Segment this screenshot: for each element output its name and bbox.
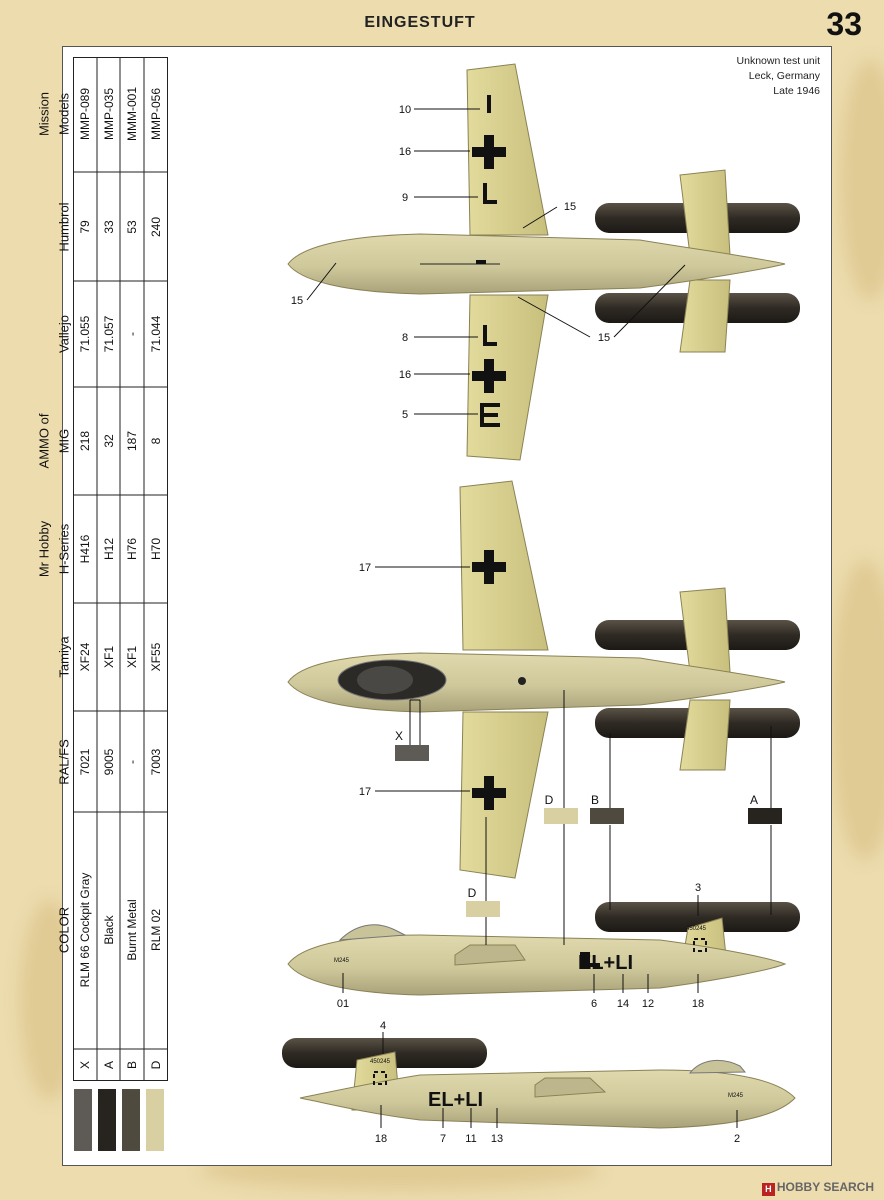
table-cell-mission: MMP-089: [78, 87, 92, 141]
table-cell-ammo: 32: [102, 434, 116, 448]
callout-number: 14: [616, 998, 630, 1010]
callout-number: 17: [358, 786, 372, 798]
watermark-text: HOBBY SEARCH: [776, 1180, 874, 1194]
table-cell-ral: 9005: [102, 748, 116, 776]
callout-letter: B: [590, 793, 600, 807]
callout-number: 15: [290, 295, 304, 307]
callout-letter: D: [467, 886, 477, 900]
left-side-view: [288, 902, 800, 995]
table-cell-vallejo: -: [125, 332, 139, 336]
callout-number: 7: [439, 1133, 447, 1145]
serial-left: M245: [334, 958, 350, 964]
table-cell-tamiya: XF1: [102, 645, 116, 669]
callout-number: 12: [641, 998, 655, 1010]
callout-number: 15: [597, 332, 611, 344]
table-cell-mission: MMM-001: [125, 86, 139, 142]
table-cell-mission: MMP-035: [102, 87, 116, 141]
tail-number-right: 450245: [370, 1059, 391, 1065]
unit-caption-line: Unknown test unit: [736, 55, 820, 67]
callout-number: 4: [379, 1020, 387, 1032]
table-cell-color: RLM 02: [149, 908, 163, 952]
callout-number: 16: [398, 369, 412, 381]
table-header-mission: Mission: [36, 91, 52, 137]
table-cell-tamiya: XF55: [149, 642, 163, 672]
table-cell-mission: MMP-056: [149, 87, 163, 141]
callout-letter: D: [544, 793, 554, 807]
table-cell-humbrol: 53: [125, 220, 139, 234]
watermark-logo: H: [762, 1183, 775, 1196]
table-header-color: COLOR: [56, 906, 72, 954]
chip-d-side: [466, 901, 500, 917]
watermark: [762, 1180, 874, 1196]
unit-caption-line: Leck, Germany: [748, 70, 820, 82]
table-cell-ammo: 8: [149, 437, 163, 445]
table-cell-color: Burnt Metal: [125, 899, 139, 961]
callout-number: 13: [490, 1133, 504, 1145]
table-cell-code: D: [149, 1060, 163, 1070]
table-cell-ammo: 218: [78, 430, 92, 452]
table-cell-mrhobby: H70: [149, 537, 163, 561]
table-header-mission: Models: [56, 93, 72, 135]
table-header-humbrol: Humbrol: [56, 202, 72, 252]
table-header-mrhobby: H-Series: [56, 523, 72, 575]
table-cell-color: RLM 66 Cockpit Gray: [78, 872, 92, 988]
callout-number: 10: [398, 104, 412, 116]
table-cell-code: X: [78, 1060, 92, 1070]
chip-x: [395, 745, 429, 761]
table-header-mrhobby: Mr Hobby: [36, 520, 52, 578]
page-number: 33: [826, 6, 862, 42]
table-cell-code: B: [125, 1060, 139, 1070]
callout-number: 18: [691, 998, 705, 1010]
callout-number: 9: [401, 192, 409, 204]
table-cell-ral: -: [125, 760, 139, 764]
callout-letter: X: [394, 729, 404, 743]
fuselage-code-left: EL+LI: [578, 952, 634, 974]
chip-d: [544, 808, 578, 824]
callout-number: 8: [401, 332, 409, 344]
tail-number-left: 450245: [686, 926, 707, 932]
callout-number: 01: [336, 998, 350, 1010]
table-header-tamiya: Tamiya: [56, 636, 72, 678]
table-cell-ral: 7003: [149, 748, 163, 776]
callout-letter: A: [749, 793, 759, 807]
table-cell-tamiya: XF24: [78, 642, 92, 672]
table-header-ammo: AMMO of: [36, 413, 52, 469]
callout-number: 17: [358, 562, 372, 574]
chip-a: [748, 808, 782, 824]
table-cell-vallejo: 71.044: [149, 315, 163, 353]
callout-number: 2: [733, 1133, 741, 1145]
callout-number: 18: [374, 1133, 388, 1145]
fuselage-code-right: EL+LI: [428, 1089, 484, 1111]
top-view: [288, 64, 800, 460]
table-cell-mrhobby: H416: [78, 534, 92, 564]
callout-number: 15: [563, 201, 577, 213]
table-cell-tamiya: XF1: [125, 645, 139, 669]
right-side-view: [282, 1038, 795, 1128]
table-cell-humbrol: 33: [102, 220, 116, 234]
table-cell-humbrol: 240: [149, 216, 163, 238]
table-header-ral: RAL/FS: [56, 739, 72, 785]
chip-b: [590, 808, 624, 824]
serial-right: M245: [728, 1093, 744, 1099]
table-cell-humbrol: 79: [78, 220, 92, 234]
callout-number: 5: [401, 409, 409, 421]
callout-number: 16: [398, 146, 412, 158]
callout-number: 6: [590, 998, 598, 1010]
table-cell-vallejo: 71.057: [102, 315, 116, 353]
callout-number: 3: [694, 882, 702, 894]
table-cell-mrhobby: H76: [125, 537, 139, 561]
table-cell-vallejo: 71.055: [78, 315, 92, 353]
table-cell-ral: 7021: [78, 748, 92, 776]
table-cell-color: Black: [102, 915, 116, 945]
callout-number: 11: [465, 1133, 477, 1145]
table-cell-ammo: 187: [125, 430, 139, 452]
unit-caption-line: Late 1946: [773, 85, 820, 97]
table-cell-mrhobby: H12: [102, 537, 116, 561]
table-header-ammo: MIG: [56, 428, 72, 454]
table-header-vallejo: Vallejo: [56, 314, 72, 354]
table-cell-code: A: [102, 1060, 116, 1070]
page-title: EINGESTUFT: [364, 14, 476, 31]
